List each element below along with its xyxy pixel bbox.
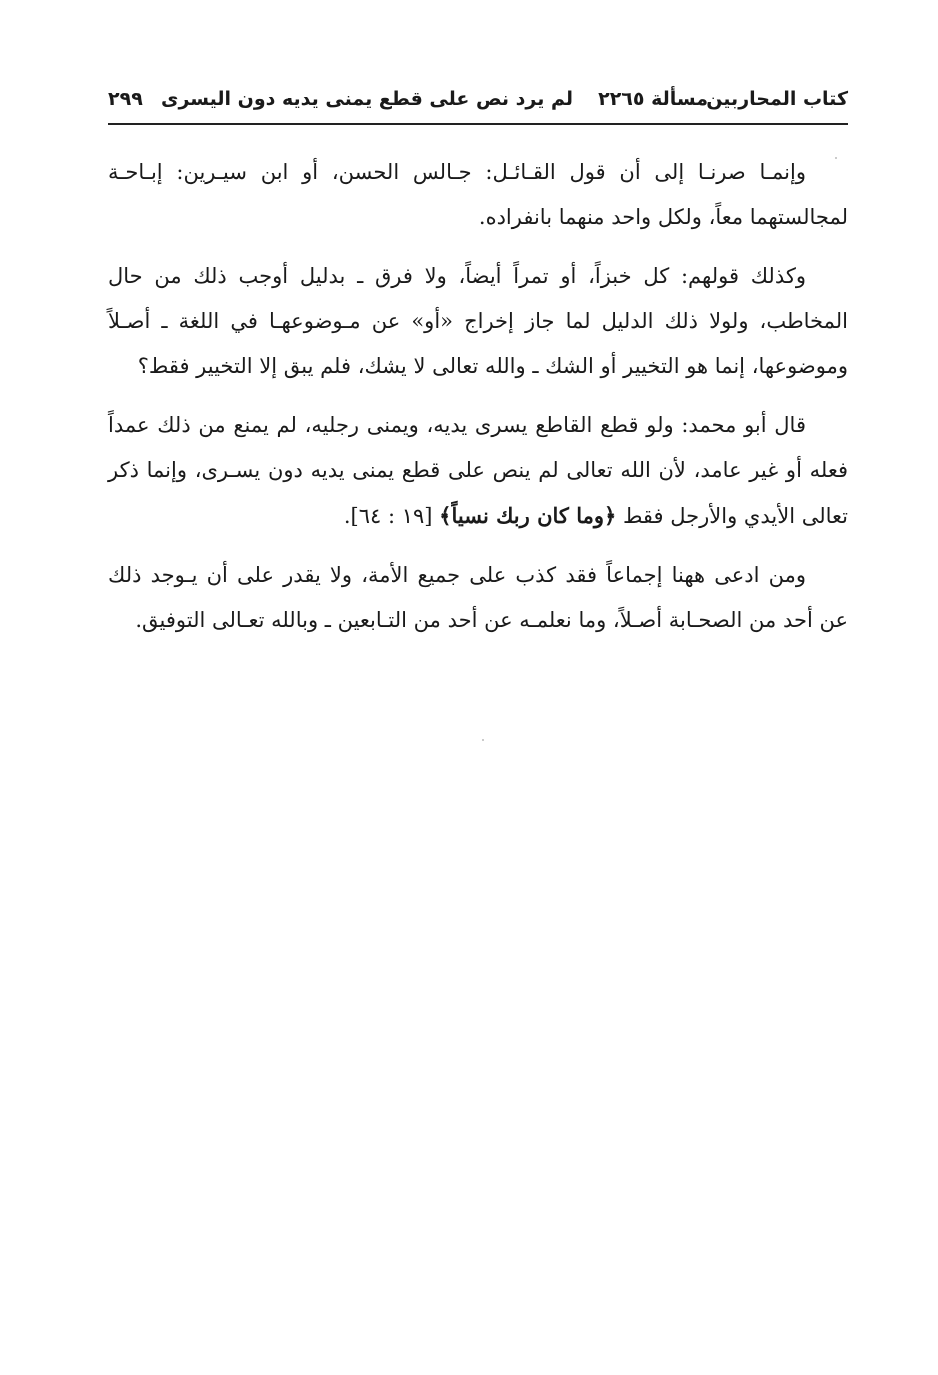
page-number: ٢٩٩: [108, 88, 143, 110]
book-title: كتاب المحاربين: [706, 88, 848, 110]
masala-title: لم يرد نص على قطع يمنى يديه دون اليسرى: [161, 88, 573, 110]
paragraph: وكذلك قولهم: كل خبزاً، أو تمراً أيضاً، ولا فرق ـ بدليل أوجب ذلك من حال المخاطب، ولولا ذلك الدليل لما جاز إخراج «أو» عن مـوضوعهـا في اللغة ـ أصـلاً وموضوعها، إنما هو التخيير أو الشك ـ والله تعالى لا يشك، فلم يبق إلا التخيير فقط؟: [108, 264, 848, 378]
page-body: [108, 150, 848, 657]
verse-reference: [١٩ : ٦٤].: [343, 504, 440, 528]
paragraph-text: قال أبو محمد: ولو قطع القاطع يسرى يديه، ويمنى رجليه، لم يمنع من ذلك عمداً فعله أو غير عامد، لأن الله تعالى لم ينص على قطع يمنى يديه دون يسـرى، وإنما ذكر تعالى الأيدي والأرجل فقط: [108, 413, 848, 528]
paragraph: ومن ادعى ههنا إجماعاً فقد كذب على جميع الأمة، ولا يقدر على أن يـوجد ذلك عن أحد من الصحـابة أصـلاً، وما نعلمـه عن أحد من التـابعين ـ وبالله تعـالى التوفيق.: [108, 563, 848, 632]
header-rule: [108, 123, 848, 125]
masala-number: مسألة ٢٢٦٥: [598, 88, 708, 110]
paragraph: [108, 403, 848, 539]
running-header: [108, 84, 848, 120]
paragraph: وإنمـا صرنـا إلى أن قول القـائـل: جـالس الحسن، أو ابن سيـرين: إبـاحـة لمجالستهما معاً، ولكل واحد منهما بانفراده.: [108, 160, 848, 229]
scan-speck: [835, 157, 837, 159]
quran-verse: ﴿وما كان ربك نسياً﴾: [439, 503, 617, 528]
scan-speck: [482, 739, 484, 741]
